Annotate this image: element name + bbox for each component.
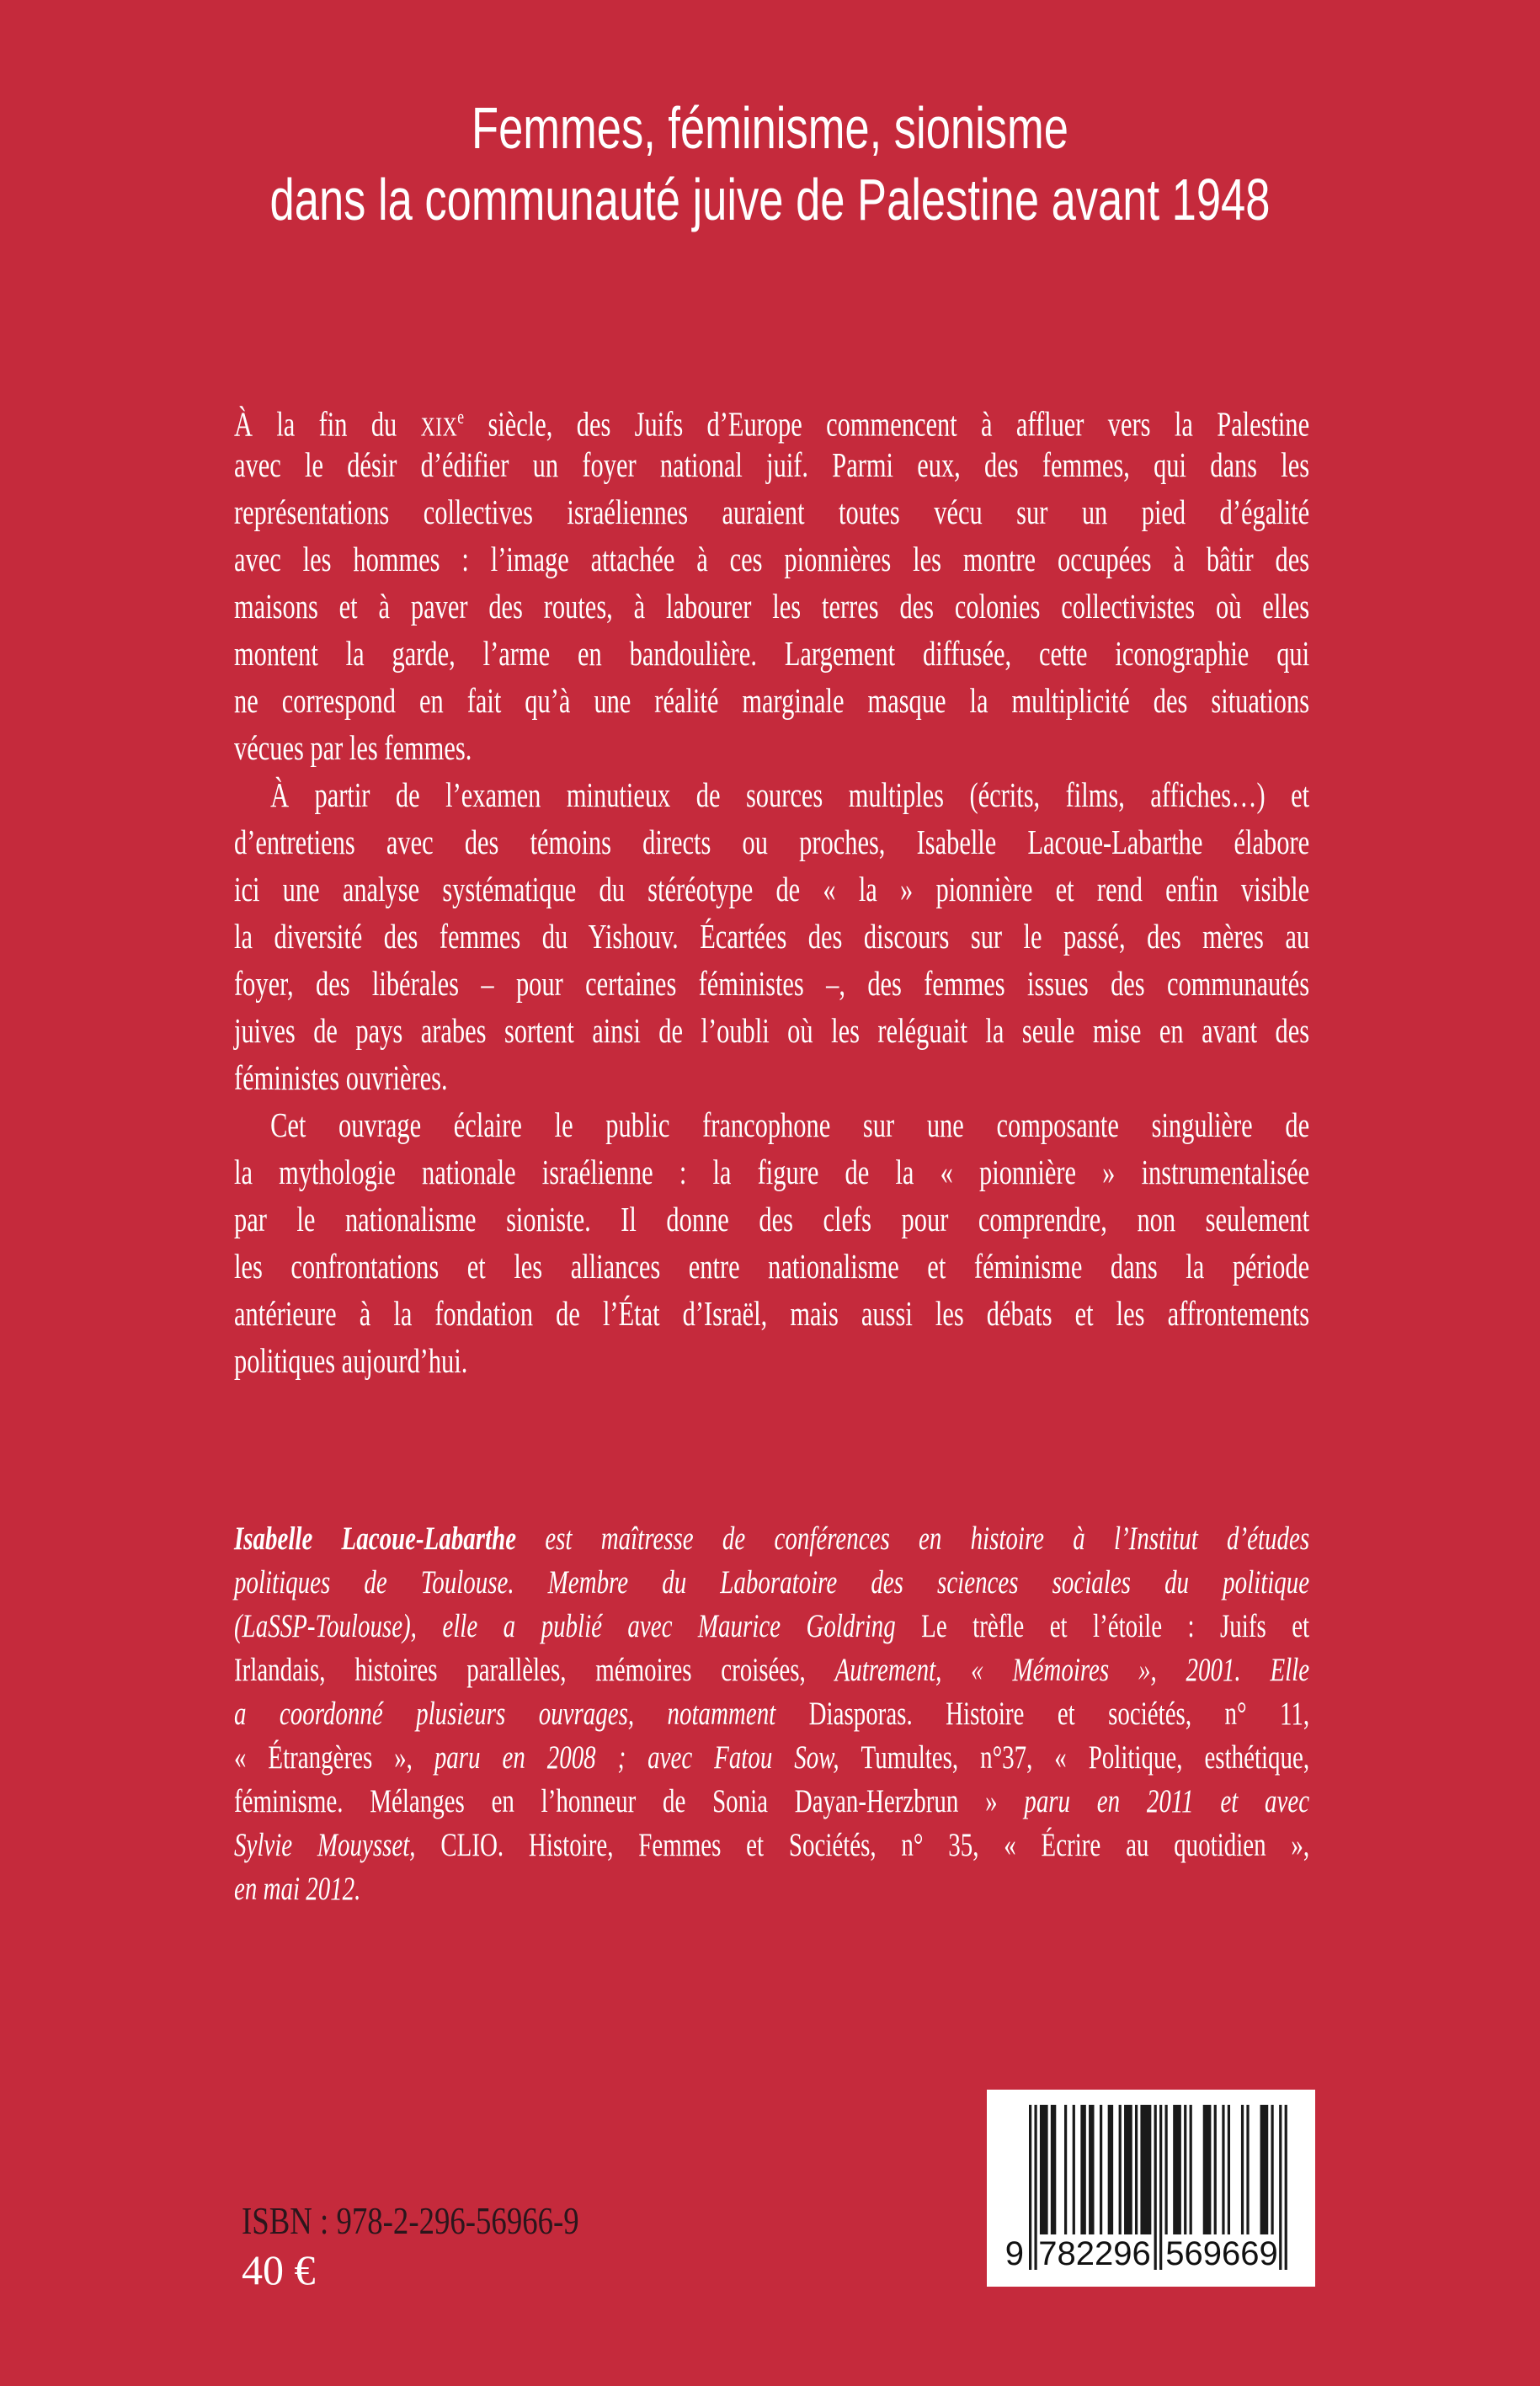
text-line: Irlandais, histoires parallèles, mémoires croisées, Autrement, « Mémoires », 2001. Elle	[234, 1652, 1310, 1688]
text-line: politiques de Toulouse. Membre du Laboratoire des sciences sociales du politique	[234, 1564, 1310, 1600]
text-line: Isabelle Lacoue-Labarthe est maîtresse de conférences en histoire à l’Institut d’études	[234, 1521, 1310, 1557]
author-bio-text	[234, 1517, 1309, 1911]
text-line: représentations collectives israéliennes auraient toutes vécu sur un pied d’égalité	[234, 493, 1310, 531]
isbn-value: ISBN : 978-2-296-56966-9	[242, 2199, 579, 2242]
barcode-digits-left: 782296	[1038, 2235, 1151, 2272]
text-line: juives de pays arabes sortent ainsi de l’oubli où les reléguait la seule mise en avant des	[234, 1011, 1310, 1050]
text-line: la diversité des femmes du Yishouv. Écartées des discours sur le passé, des mères au	[234, 917, 1310, 956]
text-line: en mai 2012.	[234, 1871, 361, 1907]
isbn-label	[242, 2199, 663, 2243]
text-line: les confrontations et les alliances entre nationalisme et féminisme dans la période	[234, 1247, 1310, 1286]
barcode-digits-right: 569669	[1165, 2235, 1278, 2272]
barcode	[987, 2090, 1315, 2287]
book-title-line-1: Femmes, féminisme, sionisme	[472, 95, 1068, 161]
text-line: féminisme. Mélanges en l’honneur de Sonia Dayan-Herzbrun » paru en 2011 et avec	[234, 1783, 1310, 1819]
text-line: Sylvie Mouysset, CLIO. Histoire, Femmes et Sociétés, n° 35, « Écrire au quotidien »,	[234, 1827, 1310, 1863]
text-line: par le nationalisme sioniste. Il donne des clefs pour comprendre, non seulement	[234, 1200, 1310, 1238]
synopsis-text	[234, 394, 1309, 1384]
text-line: (LaSSP-Toulouse), elle a publié avec Maurice Goldring Le trèfle et l’étoile : Juifs et	[234, 1608, 1310, 1644]
text-line: vécues par les femmes.	[234, 728, 472, 767]
text-line: montent la garde, l’arme en bandoulière. Largement diffusée, cette iconographie qui	[234, 634, 1310, 673]
text-line: a coordonné plusieurs ouvrages, notamment Diasporas. Histoire et sociétés, n° 11,	[234, 1696, 1310, 1732]
text-line: avec le désir d’édifier un foyer national juif. Parmi eux, des femmes, qui dans les	[234, 445, 1310, 484]
text-line: féministes ouvrières.	[234, 1058, 448, 1097]
text-line: antérieure à la fondation de l’État d’Israël, mais aussi les débats et les affrontements	[234, 1294, 1310, 1333]
barcode-digit-first: 9	[990, 2234, 1024, 2273]
text-line: À la fin du XIXe siècle, des Juifs d’Europe commencent à affluer vers la Palestine	[234, 404, 1310, 444]
text-line: À partir de l’examen minutieux de sources multiples (écrits, films, affiches…) et	[270, 775, 1310, 814]
text-line: d’entretiens avec des témoins directs ou proches, Isabelle Lacoue-Labarthe élabore	[234, 823, 1310, 861]
text-line: foyer, des libérales – pour certaines féministes –, des femmes issues des communautés	[234, 964, 1310, 1003]
text-line: politiques aujourd’hui.	[234, 1341, 468, 1380]
text-line: avec les hommes : l’image attachée à ces pionnières les montre occupées à bâtir des	[234, 540, 1310, 578]
price-label: 40 €	[242, 2246, 316, 2293]
text-line: ne correspond en fait qu’à une réalité marginale masque la multiplicité des situations	[234, 681, 1310, 720]
text-line: maisons et à paver des routes, à labourer les terres des colonies collectivistes où elles	[234, 587, 1310, 626]
text-line: Cet ouvrage éclaire le public francophone sur une composante singulière de	[270, 1105, 1310, 1144]
book-title-line-2: dans la communauté juive de Palestine avant 1948	[269, 167, 1271, 232]
book-title	[0, 93, 1540, 236]
text-line: la mythologie nationale israélienne : la figure de la « pionnière » instrumentalisée	[234, 1153, 1310, 1191]
text-line: ici une analyse systématique du stéréotype de « la » pionnière et rend enfin visible	[234, 870, 1310, 908]
text-line: « Étrangères », paru en 2008 ; avec Fatou Sow, Tumultes, n°37, « Politique, esthétique,	[234, 1739, 1310, 1776]
